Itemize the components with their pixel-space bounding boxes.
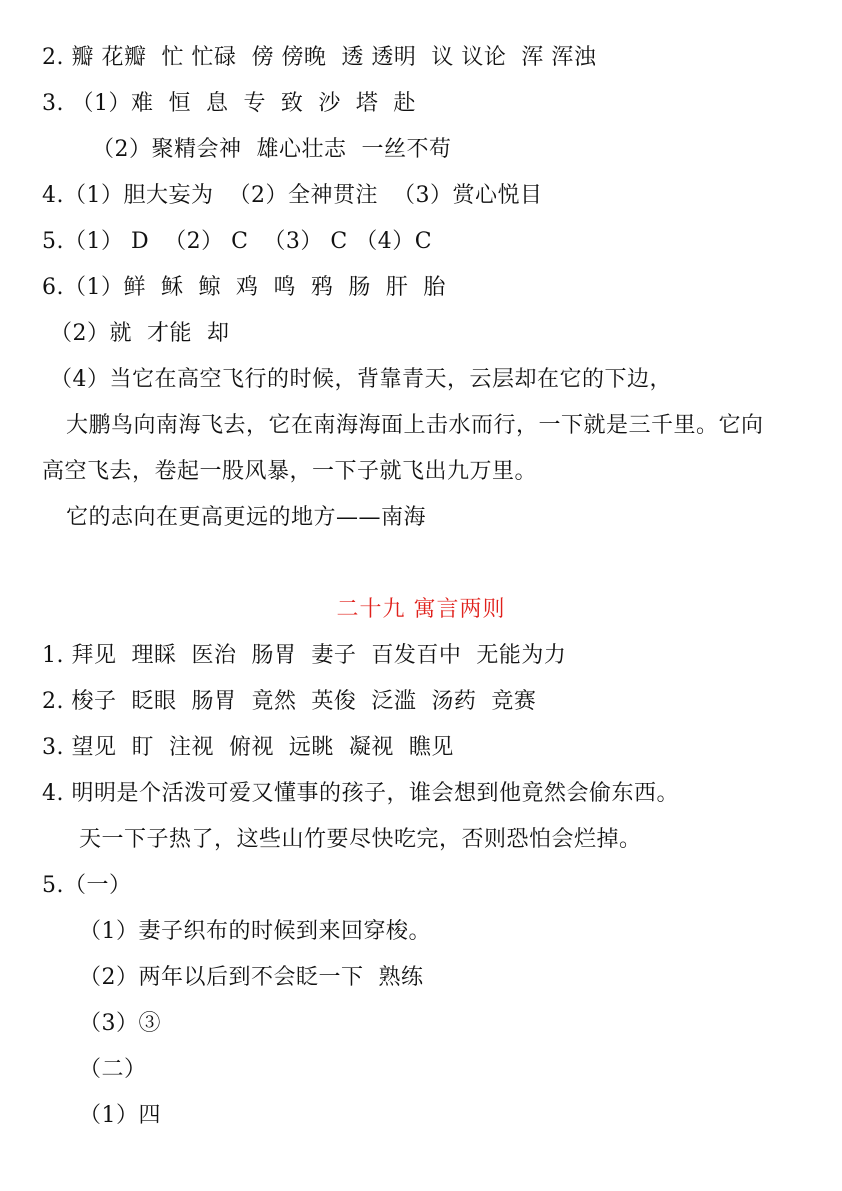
answer-line-b4-2: 天一下子热了，这些山竹要尽快吃完，否则恐怕会烂掉。 (79, 827, 642, 852)
paragraph-line-2: 高空飞去，卷起一股风暴，一下子就飞出九万里。 (42, 459, 538, 484)
answer-line-b5-2: （2）两年以后到不会眨一下 熟练 (79, 965, 424, 990)
answer-line-b5: 5.（一） (42, 873, 132, 898)
answer-line-b5-3: （3）③ (79, 1011, 161, 1036)
answer-line-b1: 1. 拜见 理睬 医治 肠胃 妻子 百发百中 无能为力 (42, 643, 567, 668)
answer-line-6-4: （4）当它在高空飞行的时候，背靠青天，云层却在它的下边， (50, 367, 672, 392)
answer-line-3: 3. （1）难 恒 息 专 致 沙 塔 赴 (42, 91, 416, 116)
answer-line-b5-part2-1: （1）四 (79, 1103, 161, 1128)
paragraph-line-1: 大鹏鸟向南海飞去，它在南海海面上击水而行，一下就是三千里。它向 (66, 413, 764, 438)
answer-line-6-2: （2）就 才能 却 (50, 321, 230, 346)
answer-line-4: 4.（1）胆大妄为 （2）全神贯注 （3）赏心悦目 (42, 183, 543, 208)
paragraph-line-3: 它的志向在更高更远的地方——南海 (66, 505, 427, 530)
answer-line-2: 2. 瓣 花瓣 忙 忙碌 傍 傍晚 透 透明 议 议论 浑 浑浊 (42, 45, 597, 70)
answer-line-b2: 2. 梭子 眨眼 肠胃 竟然 英俊 泛滥 汤药 竞赛 (42, 689, 537, 714)
answer-line-b5-part2: （二） (79, 1057, 147, 1082)
answer-line-3-2: （2）聚精会神 雄心壮志 一丝不苟 (92, 137, 452, 162)
answer-line-b5-1: （1）妻子织布的时候到来回穿梭。 (79, 919, 431, 944)
section-title: 二十九 寓言两则 (336, 597, 506, 622)
answer-line-b4: 4. 明明是个活泼可爱又懂事的孩子，谁会想到他竟然会偷东西。 (42, 781, 679, 806)
answer-line-6: 6.（1）鲜 稣 鲸 鸡 鸣 鸦 肠 肝 胎 (42, 275, 446, 300)
answer-line-5: 5.（1） D （2） C （3） C （4）C (42, 229, 433, 254)
answer-line-b3: 3. 望见 盯 注视 俯视 远眺 凝视 瞧见 (42, 735, 454, 760)
